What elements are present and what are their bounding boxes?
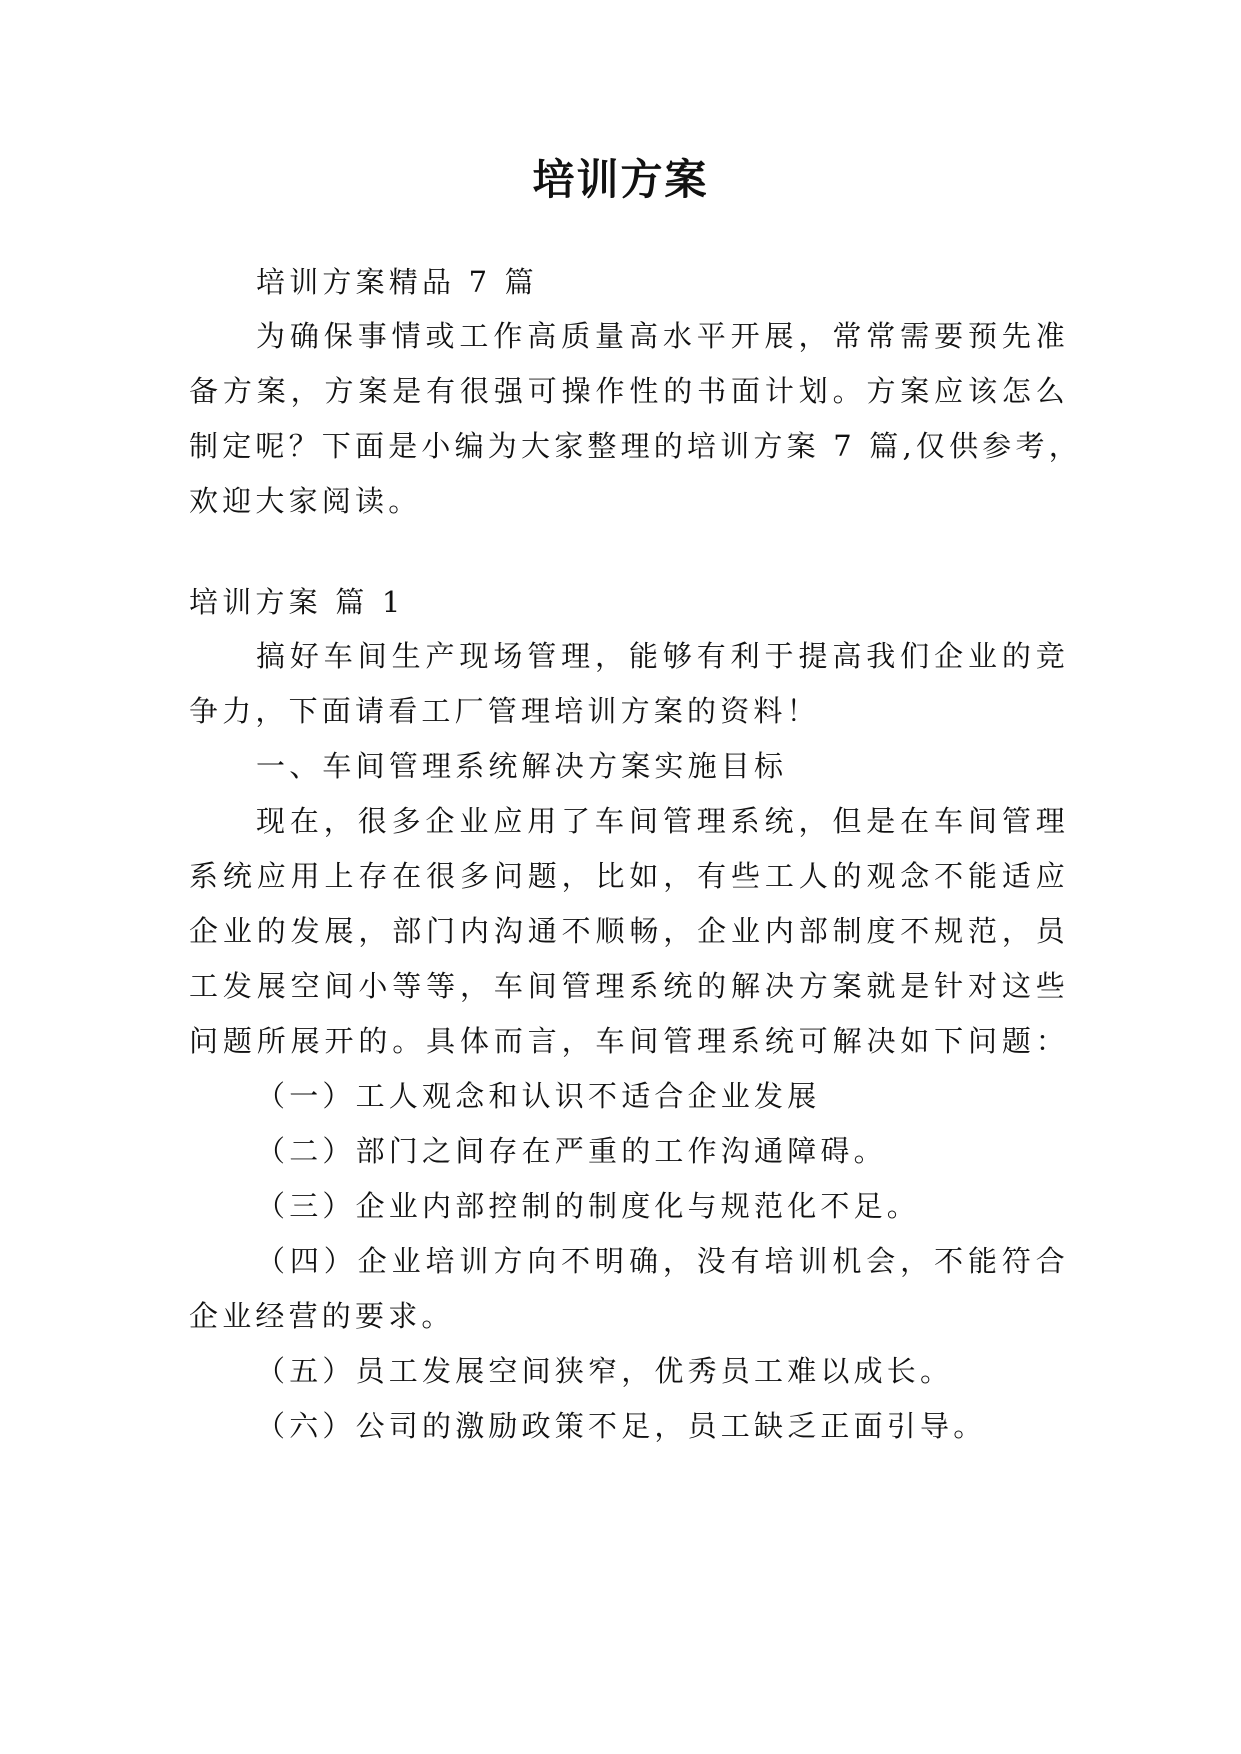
intro-line-4: 欢迎大家阅读。: [189, 484, 422, 518]
list-item: （五）员工发展空间狭窄，优秀员工难以成长。: [256, 1354, 954, 1388]
section-heading: 培训方案 篇 1: [189, 585, 405, 619]
intro-line-1: 为确保事情或工作高质量高水平开展，常常需要预先准: [256, 319, 1069, 353]
list-item: （三）企业内部控制的制度化与规范化不足。: [256, 1189, 921, 1223]
list-item: （二）部门之间存在严重的工作沟通障碍。: [256, 1134, 887, 1168]
document-title: 培训方案: [532, 155, 709, 204]
subheading: 一、车间管理系统解决方案实施目标: [256, 749, 788, 783]
intro-line-2: 备方案，方案是有很强可操作性的书面计划。方案应该怎么: [189, 374, 1069, 408]
paragraph-line: 系统应用上存在很多问题，比如，有些工人的观念不能适应: [189, 859, 1069, 893]
paragraph-line: 搞好车间生产现场管理，能够有利于提高我们企业的竞: [256, 639, 1069, 673]
document-subtitle: 培训方案精品 7 篇: [256, 265, 538, 299]
list-item-continuation: 企业经营的要求。: [189, 1299, 455, 1333]
paragraph-line: 工发展空间小等等，车间管理系统的解决方案就是针对这些: [189, 969, 1069, 1003]
paragraph-line: 现在，很多企业应用了车间管理系统，但是在车间管理: [256, 804, 1069, 838]
list-item: （一）工人观念和认识不适合企业发展: [256, 1079, 821, 1113]
paragraph-line: 争力，下面请看工厂管理培训方案的资料！: [189, 694, 820, 728]
paragraph-line: 问题所展开的。具体而言，车间管理系统可解决如下问题：: [189, 1024, 1069, 1058]
list-item: （四）企业培训方向不明确，没有培训机会，不能符合: [256, 1244, 1069, 1278]
intro-line-3: 制定呢？下面是小编为大家整理的培训方案 7 篇,仅供参考，: [189, 429, 1082, 463]
list-item: （六）公司的激励政策不足，员工缺乏正面引导。: [256, 1409, 987, 1443]
paragraph-line: 企业的发展，部门内沟通不顺畅，企业内部制度不规范，员: [189, 914, 1069, 948]
